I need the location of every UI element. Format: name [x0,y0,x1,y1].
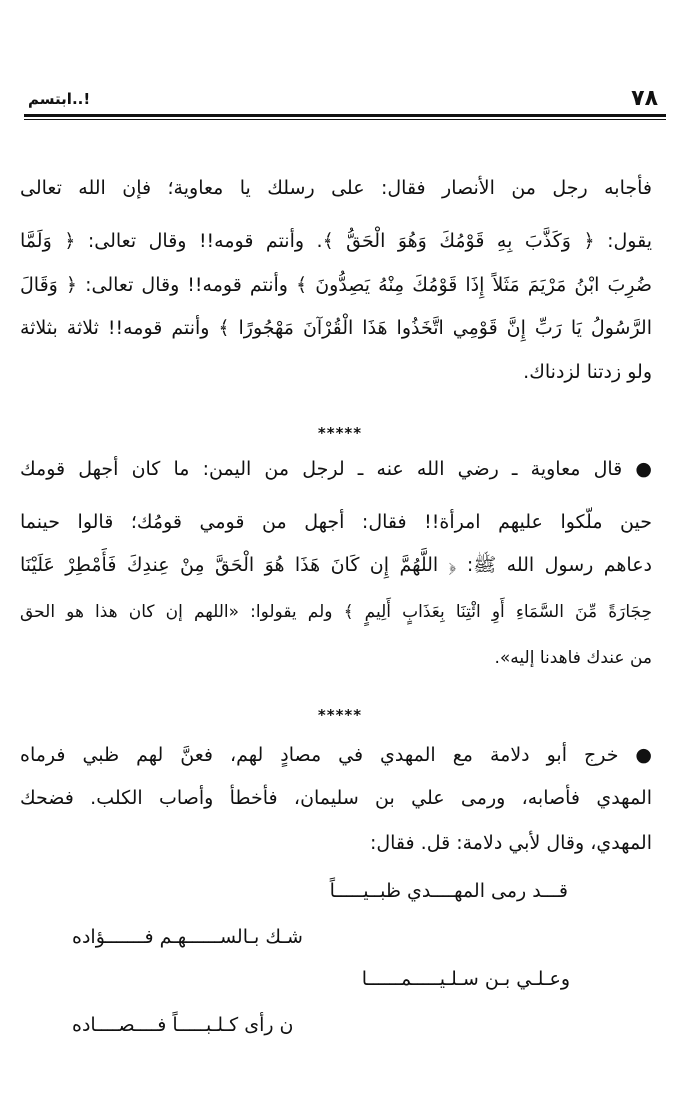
paragraph-line: حين ملّكوا عليهم امرأة!! فقال: أجهل من قومي قومُك؛ قالوا حينما [20,511,652,533]
page-number: ٧٨ [631,86,658,111]
running-title: ابتسم..! [28,90,91,108]
paragraph-line: فأجابه رجل من الأنصار فقال: على رسلك يا معاوية؛ فإن الله تعالى [20,177,652,199]
header-rule-thick [24,114,666,117]
poem-verse: ن رأى كـلـبـــــاً فــــصــــاده [72,1014,294,1036]
poem-verse: وعـلـي بـن سـلـيـــــمــــــا [361,968,570,990]
paragraph-line: المهدي فأصابه، ورمى علي بن سليمان، فأخطأ وأصاب الكلب. فضحك [20,787,652,809]
page-header [24,86,666,110]
paragraph-line: ولو زدتنا لزدناك. [523,361,652,383]
paragraph-line: ● قال معاوية ـ رضي الله عنه ـ لرجل من اليمن: ما كان أجهل قومك [20,458,652,480]
paragraph-line: الرَّسُولُ يَا رَبِّ إِنَّ قَوْمِي اتَّخَذُوا هَذَا الْقُرْآنَ مَهْجُورًا ﴾ وأنتم قومه!! ثلاثة بثلاثة [20,317,652,339]
section-separator: ***** [317,424,363,442]
paragraph-line: حِجَارَةً مِّنَ السَّمَاءِ أَوِ ائْتِنَا بِعَذَابٍ أَلِيمٍ ﴾ ولم يقولوا: «اللهم إن كان هذا هو الحق [20,602,652,622]
paragraph-line: يقول: ﴿ وَكَذَّبَ بِهِ قَوْمُكَ وَهُوَ الْحَقُّ ﴾. وأنتم قومه!! وقال تعالى: ﴿ وَلَمَّا [20,230,652,252]
paragraph-line: ● خرج أبو دلامة مع المهدي في مصادٍ لهم، فعنَّ لهم ظبي فرماه [20,744,652,766]
paragraph-line: المهدي، وقال لأبي دلامة: قل. فقال: [369,832,652,854]
paragraph-line: ضُرِبَ ابْنُ مَرْيَمَ مَثَلاً إِذَا قَوْمُكَ مِنْهُ يَصِدُّونَ ﴾ وأنتم قومه!! وقال تعالى: ﴿ وَقَالَ [20,274,652,296]
header-rule-thin [24,119,666,120]
section-separator: ***** [317,706,363,724]
poem-verse: شـك بـالســــــهـم فـــــــؤاده [72,926,303,948]
paragraph-line: من عندك فاهدنا إليه». [494,648,652,668]
paragraph-line: دعاهم رسول الله ﷺ: ﴿ اللَّهُمَّ إِن كَانَ هَذَا هُوَ الْحَقَّ مِنْ عِندِكَ فَأَمْطِرْ عَلَيْنَا [20,554,652,576]
poem-verse: قـــد رمى المهــــدي ظبــيـــــاً [329,880,568,902]
